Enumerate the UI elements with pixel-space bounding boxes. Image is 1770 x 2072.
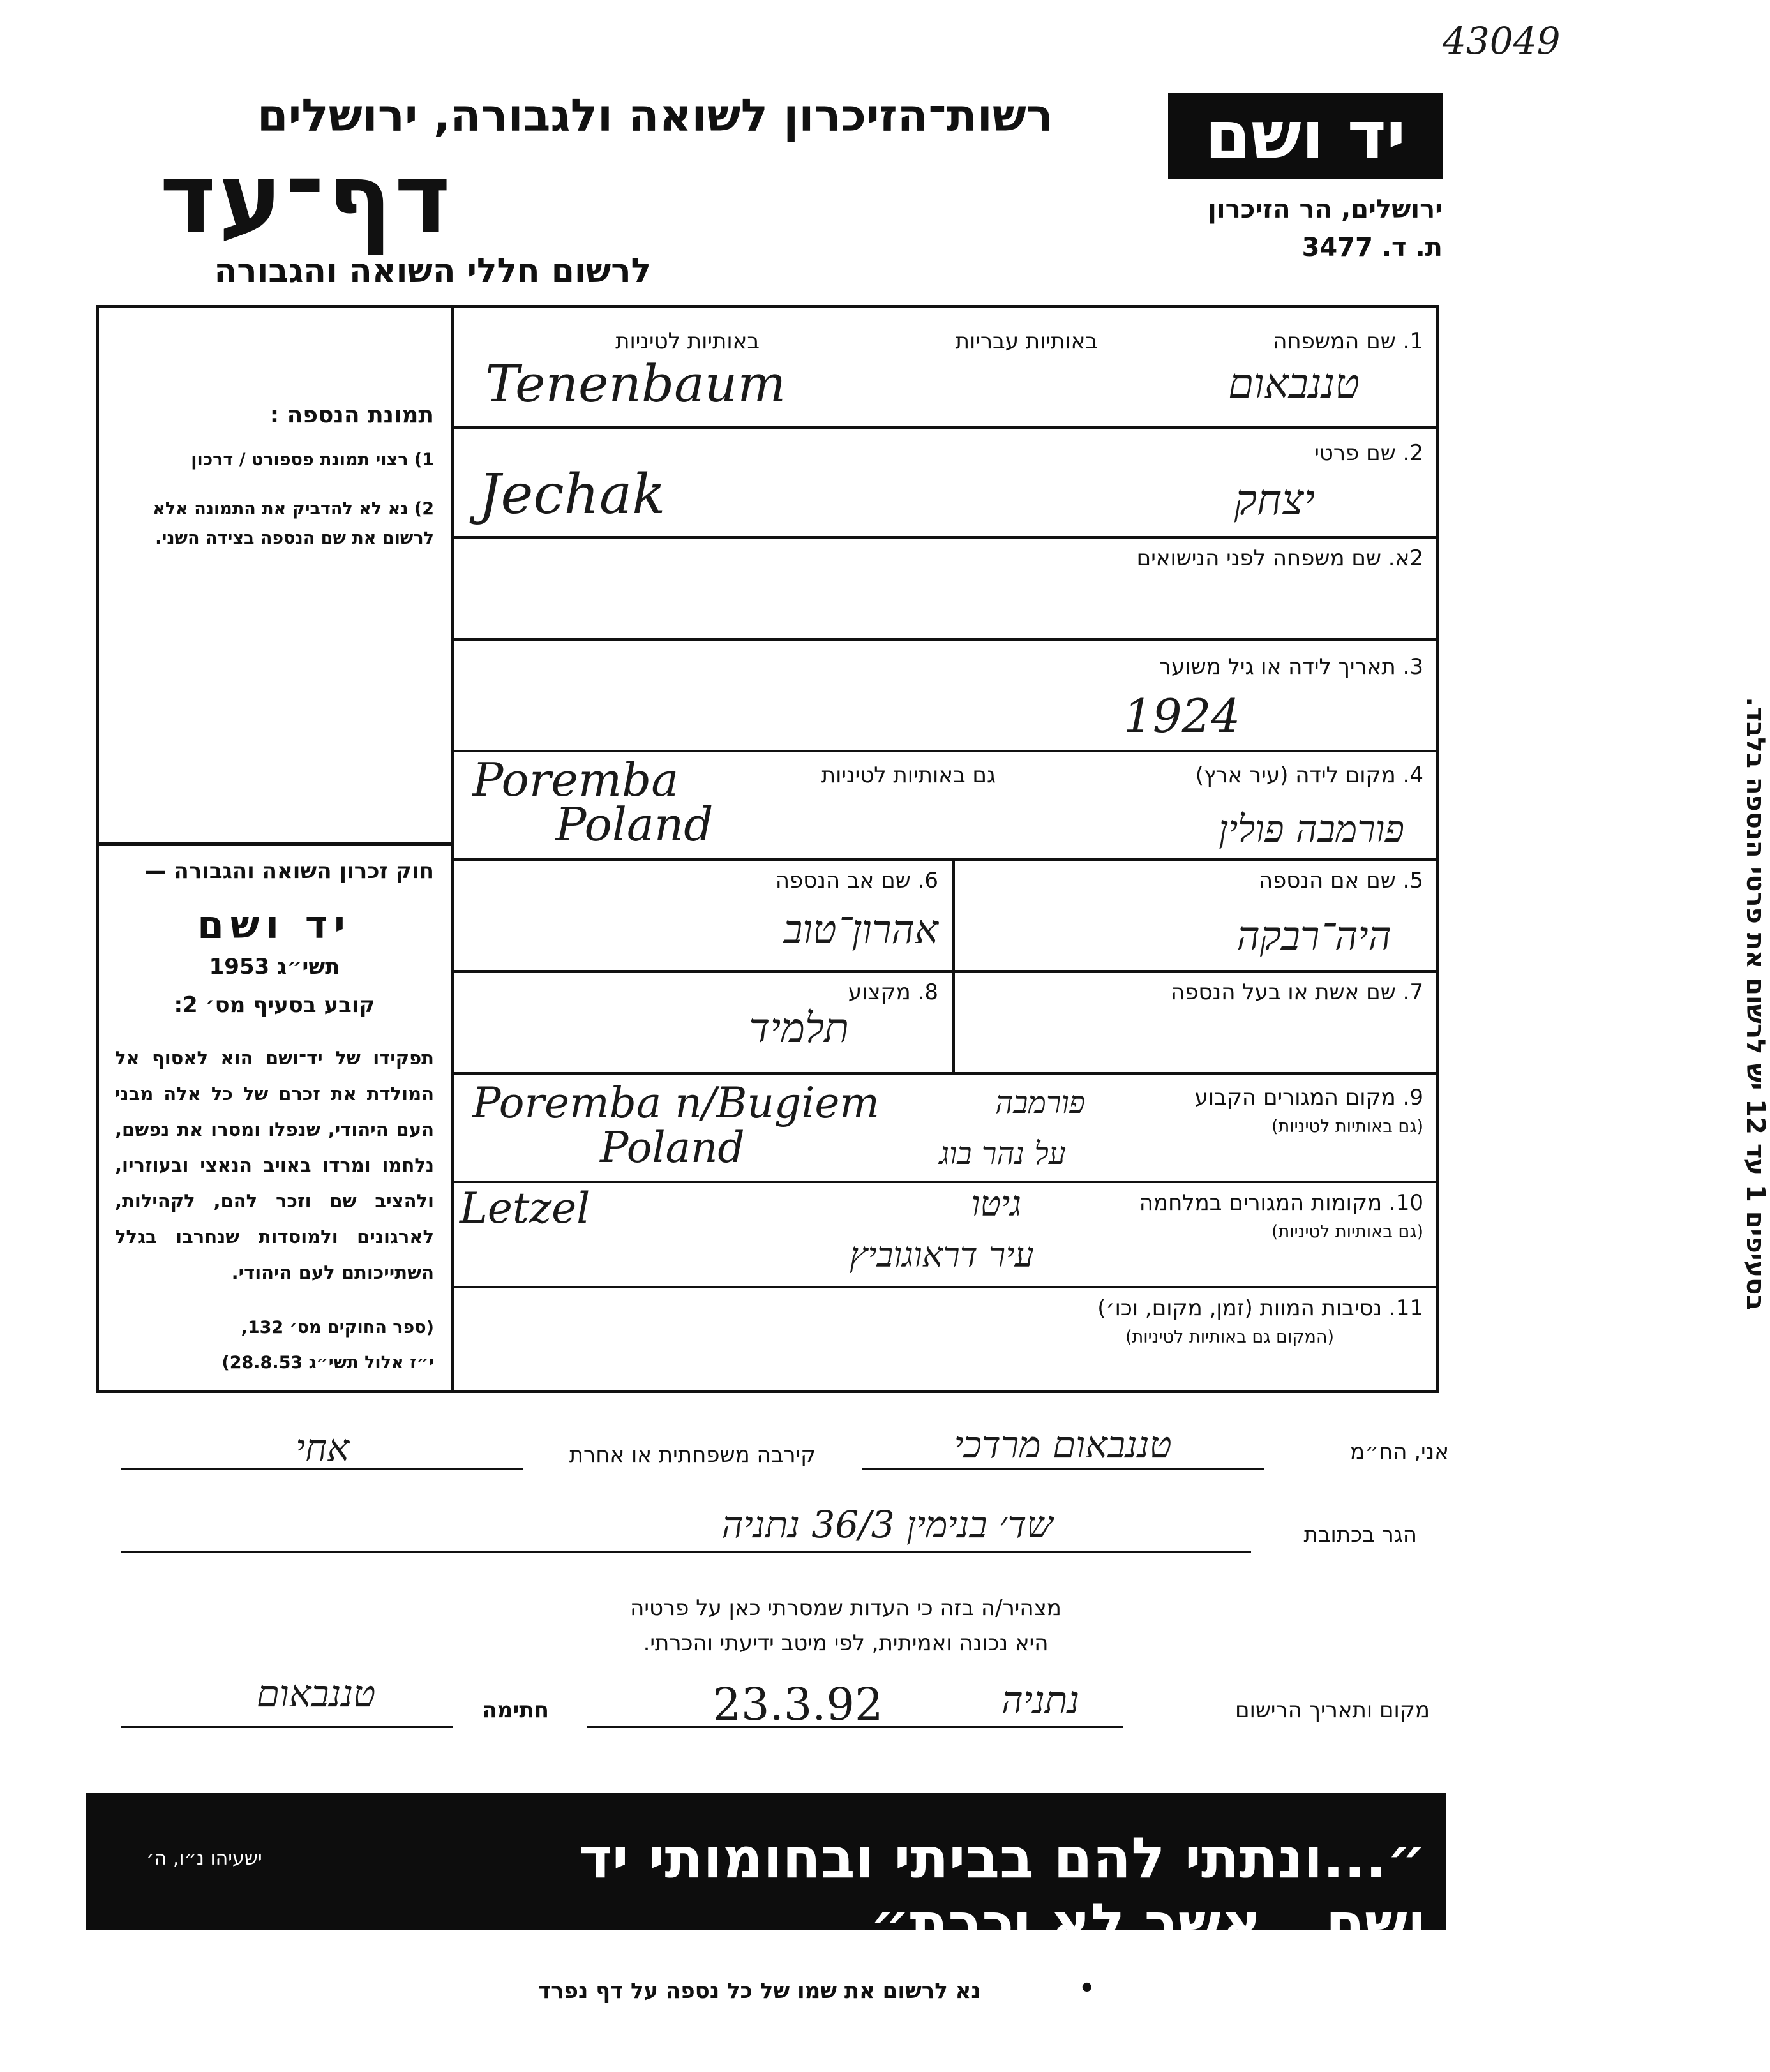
address-line-2: ת. ד. 3477 bbox=[1301, 233, 1443, 262]
field-2-latin-value[interactable]: Jechak bbox=[479, 463, 666, 526]
address-line-1: ירושלים, הר הזיכרון bbox=[1208, 195, 1443, 224]
field-1-label: 1. שם המשפחה bbox=[1273, 329, 1423, 354]
law-ref-2: י״ז אלול תשי״ג 28.8.53) bbox=[221, 1353, 434, 1373]
form-title: דף־עד bbox=[160, 144, 453, 255]
photo-note-item1: 1) רצוי תמונת פספורט / דרכון bbox=[191, 450, 434, 470]
side-note: בסעיפים 1 עד 12 יש לרשום את פרטי הנספה בלבד. bbox=[1741, 697, 1770, 1311]
field-6-value[interactable]: אהרון־טוב bbox=[783, 906, 938, 953]
relation-value[interactable]: אחי bbox=[295, 1426, 350, 1470]
photo-note-item2: 2) נא לא להדביק את התמונה אלא לרשום את שם הנספה בצידה השני. bbox=[153, 499, 434, 548]
registration-date[interactable]: 23.3.92 bbox=[712, 1678, 883, 1731]
field-4-label: 4. מקום לידה (עיר ארץ) bbox=[1195, 763, 1423, 788]
field-4-latin-value-2[interactable]: Poland bbox=[555, 798, 714, 851]
declarant-label: אני, הח״מ bbox=[1350, 1439, 1449, 1465]
form-subtitle: לרשום חללי השואה והגבורה bbox=[214, 252, 651, 290]
field-5-value[interactable]: היה־רבקה bbox=[1236, 913, 1391, 959]
signature-label: חתימה bbox=[482, 1697, 549, 1723]
field-6-label: 6. שם אב הנספה bbox=[775, 868, 938, 893]
field-10-hebrew-value-2[interactable]: עיר דראוגוביץ bbox=[850, 1235, 1034, 1275]
field-2-label: 2. שם פרטי bbox=[1314, 440, 1423, 466]
field-8-label: 8. מקצוע bbox=[848, 980, 938, 1005]
footer-bullet-icon: • bbox=[1079, 1974, 1095, 2003]
field-11-value[interactable] bbox=[485, 1353, 868, 1385]
statement-line-2: היא נכונה ואמיתית, לפי מיטב ידיעתי והכרתי. bbox=[643, 1630, 1049, 1656]
field-8-value[interactable]: תלמיד bbox=[749, 1005, 849, 1052]
photo-note-title: תמונת הנספה : bbox=[269, 402, 434, 428]
law-name: יד ושם bbox=[197, 903, 352, 948]
place-date-label: מקום ותאריך הרישום bbox=[1235, 1697, 1430, 1723]
law-year: תשי״ג 1953 bbox=[209, 954, 340, 980]
authority-name: רשות־הזיכרון לשואה ולגבורה, ירושלים bbox=[257, 89, 1053, 142]
law-clause: קובע בסעיף מס׳ 2: bbox=[174, 992, 375, 1018]
relation-label: קירבה משפחתית או אחרת bbox=[569, 1442, 816, 1468]
field-1-latin-value[interactable]: Tenenbaum bbox=[485, 354, 786, 414]
yad-vashem-logo: יד ושם bbox=[1168, 93, 1443, 179]
field-4-latin-value-1[interactable]: Poremba bbox=[472, 753, 679, 807]
law-ref-1: (ספר החוקים מס׳ 132, bbox=[241, 1318, 434, 1338]
field-5-label: 5. שם אם הנספה bbox=[1258, 868, 1423, 893]
field-3-value[interactable]: 1924 bbox=[1123, 689, 1241, 743]
field-1-latin-header: באותיות לטיניות bbox=[615, 329, 760, 354]
field-9-hebrew-value-2[interactable]: על נהר בוג bbox=[939, 1136, 1066, 1172]
field-9-label: 9. מקום המגורים הקבוע bbox=[1194, 1085, 1423, 1110]
field-11-label: 11. נסיבות המוות (זמן, מקום, וכו׳) bbox=[1097, 1295, 1423, 1321]
field-11-sublabel: (המקום גם באותיות לטיניות) bbox=[1125, 1327, 1334, 1347]
field-10-hebrew-value-1[interactable]: גיטו bbox=[971, 1184, 1021, 1224]
field-4-latin-header: גם באותיות לטיניות bbox=[821, 763, 996, 788]
field-4-hebrew-value[interactable]: פורמבה פולין bbox=[1219, 807, 1404, 851]
field-10-label: 10. מקומות המגורים במלחמה bbox=[1139, 1190, 1423, 1216]
law-body: תפקידו של יד־ושם הוא לאסוף אל המולדת את זכרם של כל אלה מבני העם היהודי, שנפלו ומסרו את נפשם, נלחמו ומרדו באויב הנאצי ובעוזריו, ולהציב שם וזכר להם, לקהילות, לארגונים ולמוסדות שנחרבו בגלל השתייכותם לעם היהודי. bbox=[115, 1047, 434, 1283]
field-9-sublabel: (גם באותיות לטיניות) bbox=[1271, 1117, 1423, 1137]
archive-number: 43049 bbox=[1443, 19, 1561, 63]
field-9-hebrew-value-1[interactable]: פורמבה bbox=[995, 1085, 1085, 1121]
field-7-label: 7. שם אשת או בעל הנספה bbox=[1171, 980, 1423, 1005]
footer-note: נא לרשום את שמו של כל נספה על דף נפרד bbox=[538, 1978, 981, 2004]
address-value[interactable]: שד׳ בנימין 36/3 נתניה bbox=[721, 1503, 1053, 1546]
field-10-latin-value[interactable]: Letzel bbox=[460, 1184, 590, 1233]
field-9-latin-value-1[interactable]: Poremba n/Bugiem bbox=[472, 1078, 880, 1128]
signature-value[interactable]: טננבאום bbox=[256, 1672, 376, 1715]
registration-place[interactable]: נתניה bbox=[1001, 1678, 1080, 1722]
banner-quote: ״...ונתתי להם בביתי ובחומותי יד ושם...אשר לא יכרת״ bbox=[579, 1825, 1427, 1956]
field-7-value[interactable] bbox=[964, 1011, 1411, 1062]
field-2-hebrew-value[interactable]: יצחק bbox=[1234, 475, 1315, 525]
quote-banner bbox=[86, 1793, 1446, 1956]
field-2a-value[interactable] bbox=[485, 574, 1417, 629]
address-label: הגר בכתובת bbox=[1303, 1522, 1417, 1547]
field-9-latin-value-2[interactable]: Poland bbox=[600, 1123, 745, 1172]
statement-line-1: מצהיר/ה בזה כי העדות שמסרתי כאן על פרטיה bbox=[630, 1595, 1061, 1621]
law-title: חוק זכרון השואה והגבורה — bbox=[144, 858, 434, 884]
banner-source: ישעיהו נ״ו, ה׳ bbox=[146, 1847, 262, 1870]
field-1-hebrew-value[interactable]: טננבאום bbox=[1228, 361, 1360, 408]
field-1-hebrew-header: באותיות עבריות bbox=[955, 329, 1098, 354]
field-10-sublabel: (גם באותיות לטיניות) bbox=[1271, 1222, 1423, 1242]
declarant-name[interactable]: טננבאום מרדכי bbox=[954, 1423, 1172, 1466]
field-2a-label: 2א. שם משפחה לפני הנישואים bbox=[1136, 546, 1423, 571]
field-3-label: 3. תאריך לידה או גיל משוער bbox=[1159, 654, 1423, 680]
